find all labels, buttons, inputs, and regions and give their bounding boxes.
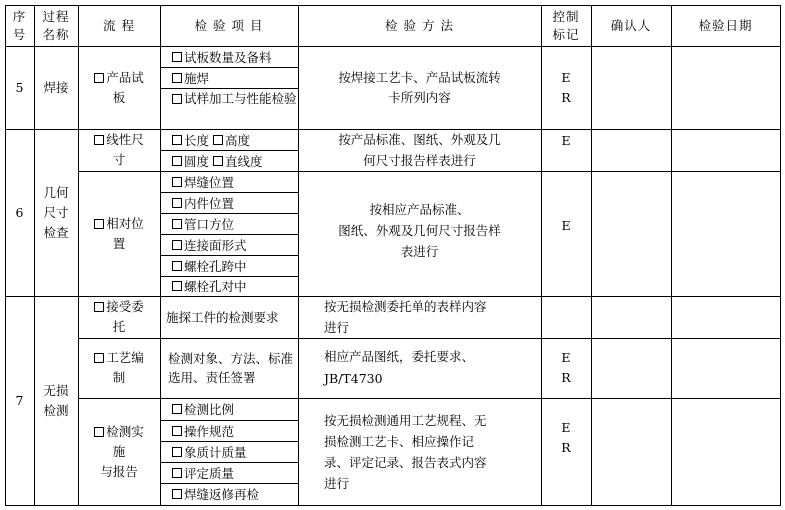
date-cell[interactable] <box>671 296 780 338</box>
item-label: 焊缝返修再检 <box>184 487 260 502</box>
checkbox-icon[interactable] <box>94 302 104 312</box>
inspection-item <box>160 171 298 192</box>
flow-cell <box>78 398 160 505</box>
control-mark: E R <box>561 69 571 105</box>
inspection-method: 按无损检测委托单的表样内容 进行 <box>324 299 487 335</box>
flow-label: 产品试 板 <box>106 69 144 105</box>
item-label: 螺栓孔对中 <box>184 279 247 294</box>
inspection-item-text: 检测对象、方法、标准选用、责任签署 <box>168 351 294 385</box>
confirmer-cell[interactable] <box>591 46 671 129</box>
inspection-method: 按相应产品标准、 图纸、外观及几何尺寸报告样 表进行 <box>338 202 501 259</box>
confirmer-cell[interactable] <box>591 171 671 296</box>
checkbox-icon[interactable] <box>94 135 104 145</box>
checkbox-icon[interactable] <box>172 240 182 250</box>
inspection-method: 按无损检测通用工艺规程、无 损检测工艺卡、相应操作记 录、评定记录、报告表式内容 进行 <box>324 412 487 491</box>
inspection-item <box>160 462 298 483</box>
date-cell[interactable] <box>671 338 780 398</box>
inspection-method: 相应产品图纸，委托要求、 JB/T4730 <box>324 349 475 386</box>
checkbox-icon[interactable] <box>172 447 182 457</box>
checkbox-icon[interactable] <box>172 94 182 104</box>
flow-cell <box>78 296 160 338</box>
inspection-item <box>160 46 298 67</box>
process-name: 焊接 <box>43 79 69 95</box>
inspection-item <box>160 441 298 462</box>
flow-cell <box>78 129 160 171</box>
row-number: 7 <box>15 392 24 408</box>
header-seq: 序 号 <box>12 8 27 42</box>
control-mark: E R <box>561 350 571 385</box>
item-label: 评定质量 <box>184 465 235 481</box>
confirmer-cell[interactable] <box>591 296 671 338</box>
date-cell[interactable] <box>671 398 780 505</box>
inspection-item <box>160 129 298 150</box>
inspection-item <box>160 483 298 505</box>
checkbox-icon[interactable] <box>172 404 182 414</box>
inspection-method: 按产品标准、图纸、外观及几 何尺寸报告样表进行 <box>338 132 501 168</box>
inspection-item <box>160 398 298 420</box>
checkbox-icon[interactable] <box>213 135 223 145</box>
row-number: 6 <box>15 204 24 220</box>
item-label: 长度 <box>184 132 210 148</box>
checkbox-icon[interactable] <box>172 156 182 166</box>
table-border-bottom <box>5 505 780 506</box>
confirmer-cell[interactable] <box>591 338 671 398</box>
item-label: 施焊 <box>184 70 210 86</box>
checkbox-icon[interactable] <box>172 52 182 62</box>
inspection-item <box>160 234 298 255</box>
header-inspection-date: 检验日期 <box>698 17 753 33</box>
inspection-item <box>160 88 298 129</box>
checkbox-icon[interactable] <box>172 489 182 499</box>
control-mark: E R <box>561 420 571 455</box>
flow-label: 接受委 托 <box>106 299 144 334</box>
header-inspection-method: 检 验 方 法 <box>385 17 454 33</box>
checkbox-icon[interactable] <box>172 219 182 229</box>
checkbox-icon[interactable] <box>172 135 182 145</box>
process-name: 无损 检测 <box>43 382 69 418</box>
checkbox-icon[interactable] <box>172 468 182 478</box>
control-mark: E <box>561 218 571 233</box>
control-mark <box>541 296 591 338</box>
item-label: 检测比例 <box>184 402 235 417</box>
item-label: 圆度 <box>184 153 210 169</box>
inspection-item <box>160 276 298 296</box>
item-label: 内件位置 <box>184 195 235 211</box>
flow-cell <box>78 171 160 296</box>
header-flow: 流 程 <box>103 17 135 33</box>
inspection-item <box>160 67 298 88</box>
checkbox-icon[interactable] <box>94 353 104 363</box>
header-inspection-item: 检 验 项 目 <box>194 17 264 33</box>
date-cell[interactable] <box>671 171 780 296</box>
process-name: 几何 尺寸 检查 <box>43 184 69 240</box>
inspection-item <box>160 150 298 171</box>
item-label: 焊缝位置 <box>184 174 235 190</box>
item-label: 试板数量及备料 <box>184 49 272 65</box>
item-label: 试样加工与性能检验 <box>184 91 297 106</box>
date-cell[interactable] <box>671 129 780 171</box>
checkbox-icon[interactable] <box>172 177 182 187</box>
flow-cell <box>78 46 160 129</box>
checkbox-icon[interactable] <box>94 219 104 229</box>
flow-label: 工艺编 制 <box>106 350 144 385</box>
checkbox-icon[interactable] <box>94 427 104 437</box>
checkbox-icon[interactable] <box>172 261 182 271</box>
checkbox-icon[interactable] <box>94 73 104 83</box>
confirmer-cell[interactable] <box>591 398 671 505</box>
control-mark: E <box>561 133 571 148</box>
table-border-right <box>780 5 781 506</box>
inspection-item-text: 施探工件的检测要求 <box>166 309 279 325</box>
inspection-item <box>160 213 298 234</box>
flow-cell <box>78 338 160 398</box>
item-label: 直线度 <box>225 153 263 169</box>
item-label: 螺栓孔跨中 <box>184 258 247 274</box>
inspection-item <box>160 192 298 213</box>
inspection-item <box>160 255 298 276</box>
confirmer-cell[interactable] <box>591 129 671 171</box>
item-label: 管口方位 <box>184 216 235 232</box>
item-label: 高度 <box>225 132 251 148</box>
checkbox-icon[interactable] <box>172 198 182 208</box>
flow-label: 检测实 施 与报告 <box>100 423 144 479</box>
inspection-method: 按焊接工艺卡、产品试板流转 卡所列内容 <box>338 69 501 105</box>
header-confirmer: 确认人 <box>610 17 652 33</box>
item-label: 象质计质量 <box>184 444 247 460</box>
flow-label: 相对位 置 <box>106 215 144 251</box>
inspection-item <box>160 420 298 441</box>
item-label: 操作规范 <box>184 423 235 439</box>
flow-label: 线性尺 寸 <box>106 132 144 167</box>
checkbox-icon[interactable] <box>172 426 182 436</box>
date-cell[interactable] <box>671 46 780 129</box>
header-process-name: 过程 名称 <box>42 8 70 42</box>
row-number: 5 <box>15 79 24 95</box>
checkbox-icon[interactable] <box>213 156 223 166</box>
item-label: 连接面形式 <box>184 237 247 253</box>
header-control-mark: 控制 标记 <box>552 8 580 42</box>
checkbox-icon[interactable] <box>172 73 182 83</box>
checkbox-icon[interactable] <box>172 281 182 291</box>
